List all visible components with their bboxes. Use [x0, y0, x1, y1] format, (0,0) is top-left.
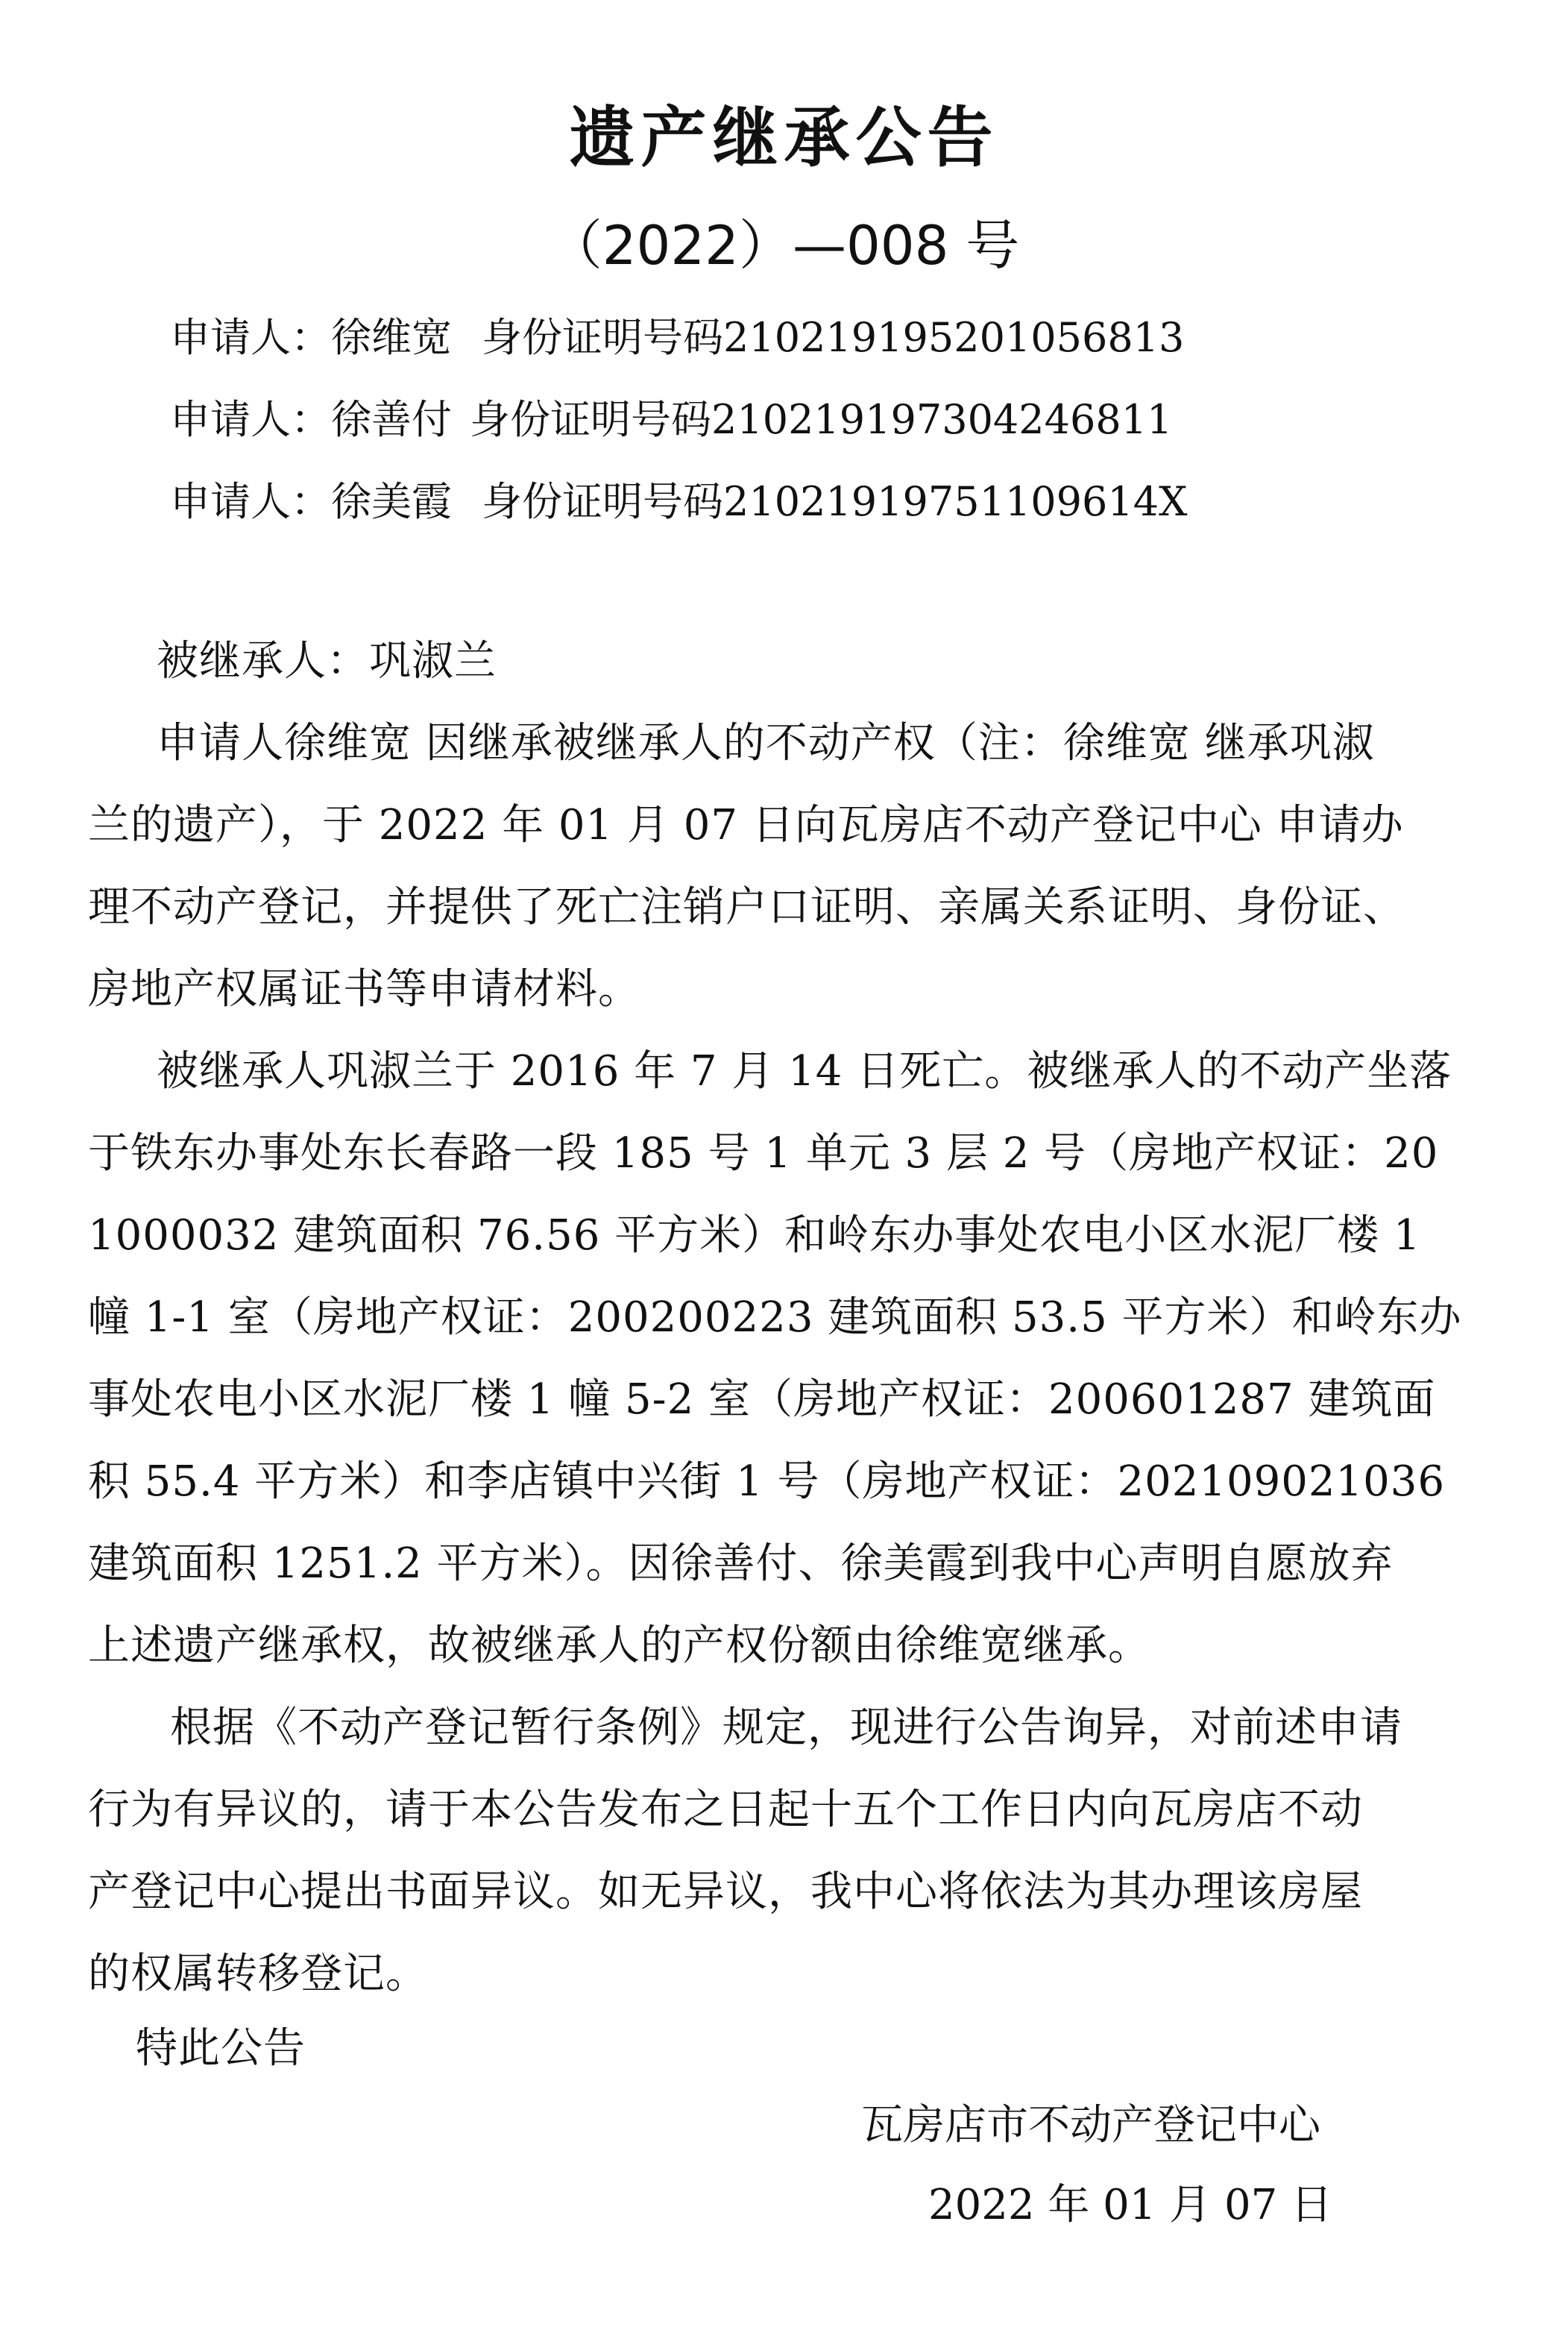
body-line: 被继承人巩淑兰于 2016 年 7 月 14 日死亡。被继承人的不动产坐落 [157, 1047, 1452, 1096]
body-line: 产登记中心提出书面异议。如无异议，我中心将依法为其办理该房屋 [88, 1868, 1363, 1916]
body-line: 幢 1-1 室（房地产权证：200200223 建筑面积 53.5 平方米）和岭东办 [88, 1293, 1462, 1342]
body-line: 的权属转移登记。 [88, 1950, 428, 1998]
signature-date: 2022 年 01 月 07 日 [928, 2181, 1333, 2229]
body-line: 上述遗产继承权，故被继承人的产权份额由徐维宽继承。 [88, 1621, 1150, 1670]
applicant-label: 申请人： [170, 396, 331, 443]
body-line: 1000032 建筑面积 76.56 平方米）和岭东办事处农电小区水泥厂楼 1 [88, 1211, 1421, 1260]
body-line: 积 55.4 平方米）和李店镇中兴街 1 号（房地产权证：202109021036 [88, 1457, 1446, 1506]
applicant-name: 徐善付 [331, 396, 452, 443]
applicant-label: 申请人： [170, 478, 331, 525]
applicant-row [170, 312, 1184, 364]
id-label: 身份证明号码 [470, 396, 711, 443]
decedent-line: 被继承人：巩淑兰 [157, 637, 497, 685]
id-number: 21021919751109614X [723, 478, 1188, 525]
body-line: 建筑面积 1251.2 平方米）。因徐善付、徐美霞到我中心声明自愿放弃 [88, 1539, 1394, 1588]
applicant-label: 申请人： [170, 314, 331, 361]
applicant-name: 徐美霞 [331, 478, 452, 525]
body-line: 申请人徐维宽 因继承被继承人的不动产权（注：徐维宽 继承巩淑 [157, 719, 1375, 767]
id-label: 身份证明号码 [482, 314, 723, 361]
applicant-name: 徐维宽 [331, 314, 452, 361]
body-line: 行为有异议的，请于本公告发布之日起十五个工作日内向瓦房店不动 [88, 1786, 1363, 1834]
body-line: 理不动产登记，并提供了死亡注销户口证明、亲属关系证明、身份证、 [88, 883, 1405, 932]
id-number: 210219195201056813 [723, 314, 1185, 361]
body-line: 房地产权属证书等申请材料。 [88, 965, 640, 1014]
applicant-row [170, 476, 1188, 528]
notice-number: （2022）—008 号 [548, 214, 1020, 277]
signature-organization: 瓦房店市不动产登记中心 [861, 2101, 1320, 2150]
applicant-row [170, 394, 1172, 446]
notice-title: 遗产继承公告 [569, 99, 999, 176]
id-number: 210219197304246811 [711, 396, 1173, 443]
body-line: 事处农电小区水泥厂楼 1 幢 5-2 室（房地产权证：200601287 建筑面 [88, 1375, 1436, 1424]
body-line: 于铁东办事处东长春路一段 185 号 1 单元 3 层 2 号（房地产权证：20 [88, 1129, 1439, 1178]
body-line: 兰的遗产），于 2022 年 01 月 07 日向瓦房店不动产登记中心 申请办 [88, 801, 1404, 850]
closing-line: 特此公告 [136, 2024, 306, 2073]
body-line: 根据《不动产登记暂行条例》规定，现进行公告询异，对前述申请 [170, 1703, 1402, 1752]
id-label: 身份证明号码 [482, 478, 723, 525]
